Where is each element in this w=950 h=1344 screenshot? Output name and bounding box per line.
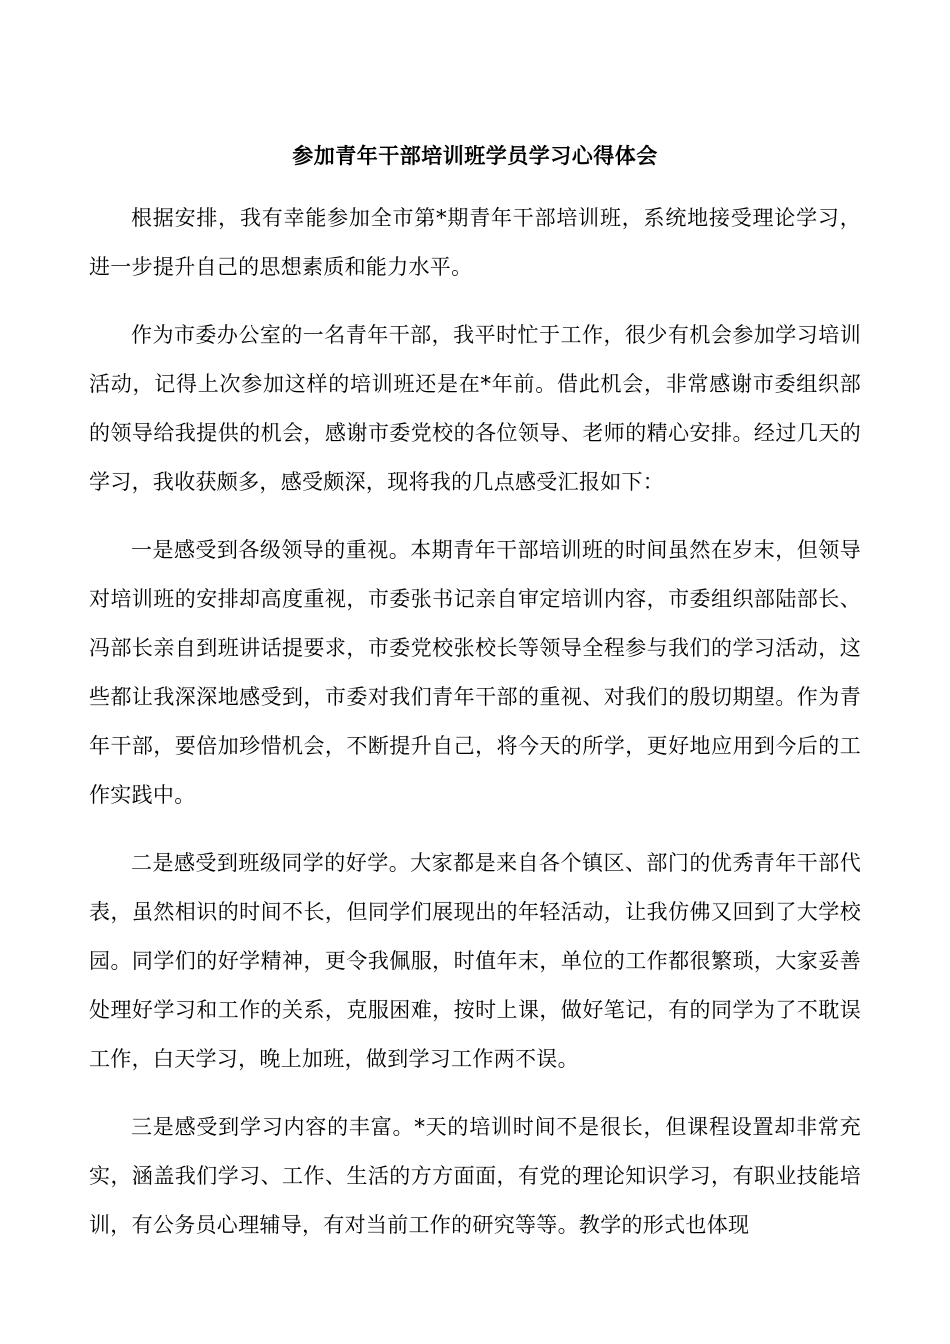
paragraph-3: 一是感受到各级领导的重视。本期青年干部培训班的时间虽然在岁末，但领导对培训班的安排却高度重视，市委张书记亲自审定培训内容，市委组织部陆部长、冯部长亲自到班讲话提要求，市委党校张校长等领导全程参与我们的学习活动，这些都让我深深地感受到，市委对我们青年干部的重视、对我们的殷切期望。作为青年干部，要倍加珍惜机会，不断提升自己，将今天的所学，更好地应用到今后的工作实践中。 bbox=[89, 538, 861, 807]
paragraph-1: 根据安排，我有幸能参加全市第*期青年干部培训班，系统地接受理论学习，进一步提升自己的思想素质和能力水平。 bbox=[89, 206, 861, 279]
document-body bbox=[89, 194, 861, 1269]
paragraph-2: 作为市委办公室的一名青年干部，我平时忙于工作，很少有机会参加学习培训活动，记得上次参加这样的培训班还是在*年前。借此机会，非常感谢市委组织部的领导给我提供的机会，感谢市委党校的各位领导、老师的精心安排。经过几天的学习，我收获颇多，感受颇深，现将我的几点感受汇报如下： bbox=[89, 323, 861, 494]
paragraph-5: 三是感受到学习内容的丰富。*天的培训时间不是很长，但课程设置却非常充实，涵盖我们学习、工作、生活的方方面面，有党的理论知识学习，有职业技能培训，有公务员心理辅导，有对当前工作的研究等等。教学的形式也体现 bbox=[89, 1115, 861, 1237]
document-title: 参加青年干部培训班学员学习心得体会 bbox=[292, 143, 658, 168]
paragraph-4: 二是感受到班级同学的好学。大家都是来自各个镇区、部门的优秀青年干部代表，虽然相识的时间不长，但同学们展现出的年轻活动，让我仿佛又回到了大学校园。同学们的好学精神，更令我佩服，时值年末，单位的工作都很繁琐，大家妥善处理好学习和工作的关系，克服困难，按时上课，做好笔记，有的同学为了不耽误工作，白天学习，晚上加班，做到学习工作两不误。 bbox=[89, 851, 861, 1071]
